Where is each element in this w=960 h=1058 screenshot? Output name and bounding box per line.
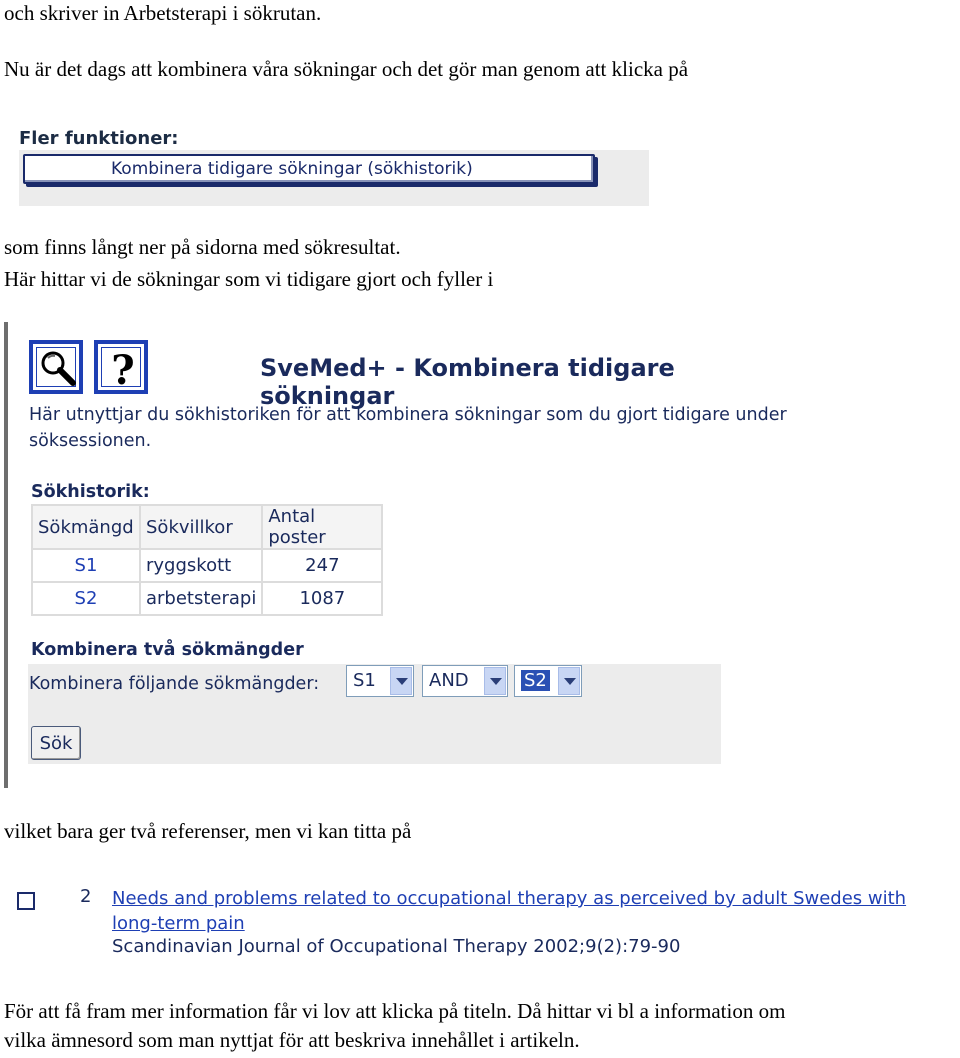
second-set-value: S2 bbox=[521, 670, 550, 691]
column-header-set: Sökmängd bbox=[33, 506, 139, 548]
set-link-s2[interactable]: S2 bbox=[33, 583, 139, 614]
first-set-select[interactable] bbox=[346, 665, 414, 697]
text-line-3: som finns långt ner på sidorna med sökresultat. bbox=[4, 235, 401, 259]
result-select-checkbox[interactable] bbox=[17, 892, 35, 910]
record-count: 247 bbox=[263, 550, 381, 581]
fler-funktioner-heading: Fler funktioner: bbox=[19, 128, 179, 149]
first-set-value: S1 bbox=[353, 670, 376, 691]
window-edge bbox=[4, 322, 8, 788]
table-row bbox=[33, 583, 381, 614]
chevron-down-icon[interactable] bbox=[390, 667, 412, 695]
chevron-down-icon[interactable] bbox=[484, 667, 506, 695]
question-mark-icon bbox=[101, 347, 141, 390]
result-number: 2 bbox=[80, 886, 92, 907]
operator-value: AND bbox=[429, 670, 469, 691]
text-line-7: vilka ämnesord som man nyttjat för att beskriva innehållet i artikeln. bbox=[4, 1028, 580, 1052]
set-link-s1[interactable]: S1 bbox=[33, 550, 139, 581]
search-history-heading: Sökhistorik: bbox=[31, 482, 150, 502]
table-row bbox=[33, 550, 381, 581]
help-icon-button[interactable] bbox=[94, 340, 148, 394]
text-line-4: Här hittar vi de sökningar som vi tidigare gjort och fyller i bbox=[4, 267, 494, 291]
search-term: ryggskott bbox=[141, 550, 261, 581]
search-icon bbox=[36, 347, 76, 387]
operator-select[interactable] bbox=[422, 665, 508, 697]
result-title-link[interactable]: Needs and problems related to occupational therapy as perceived by adult Swedes with long-term pain bbox=[112, 888, 907, 934]
fler-funktioner-panel bbox=[19, 126, 649, 206]
chevron-down-icon[interactable] bbox=[558, 667, 580, 695]
column-header-term: Sökvillkor bbox=[141, 506, 261, 548]
combine-sets-label: Kombinera följande sökmängder: bbox=[29, 674, 320, 694]
search-term: arbetsterapi bbox=[141, 583, 261, 614]
table-header-row bbox=[33, 506, 381, 548]
search-result-item bbox=[12, 884, 952, 966]
search-button[interactable]: Sök bbox=[31, 726, 81, 760]
combine-previous-searches-button[interactable]: Kombinera tidigare sökningar (sökhistorik) bbox=[23, 154, 595, 184]
dialog-title: SveMed+ - Kombinera tidigare sökningar bbox=[260, 354, 675, 410]
text-line-1: och skriver in Arbetsterapi i sökrutan. bbox=[4, 1, 322, 25]
column-header-count: Antal poster bbox=[263, 506, 381, 548]
search-history-table bbox=[31, 504, 383, 616]
search-icon-button[interactable] bbox=[29, 340, 83, 394]
record-count: 1087 bbox=[263, 583, 381, 614]
svg-text:?: ? bbox=[111, 348, 135, 390]
second-set-select[interactable] bbox=[514, 665, 582, 697]
dialog-description: Här utnyttjar du sökhistoriken för att kombinera sökningar som du gjort tidigare under söksessionen. bbox=[29, 405, 787, 451]
text-line-2: Nu är det dags att kombinera våra sökningar och det gör man genom att klicka på bbox=[4, 57, 689, 81]
result-journal: Scandinavian Journal of Occupational Therapy 2002;9(2):79-90 bbox=[112, 936, 681, 957]
text-line-6: För att få fram mer information får vi lov att klicka på titeln. Då hittar vi bl a information om bbox=[4, 999, 786, 1023]
svemed-combine-dialog bbox=[2, 322, 787, 788]
combine-sets-heading: Kombinera två sökmängder bbox=[31, 640, 304, 660]
text-line-5: vilket bara ger två referenser, men vi kan titta på bbox=[4, 819, 412, 843]
